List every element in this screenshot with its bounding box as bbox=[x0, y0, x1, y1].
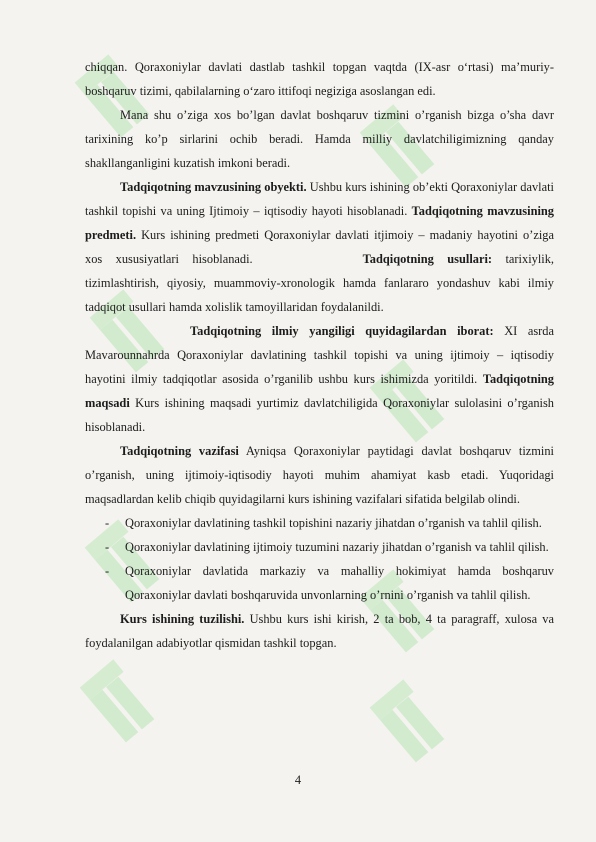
novelty-text: XI asrda Mavarounnahrda Qoraxoniylar davlatining tashkil topishi va uning ijtimoiy – iqtisodiy hayotini ilmiy tadqiqotlar asosida o’rganilib ushbu kurs ishimizda yoritildi. bbox=[85, 324, 555, 386]
methods-text: tarixiylik, tizimlashtirish, qiyosiy, muammoviy-xronologik hamda fanlararo yondashuv kabi ilmiy tadqiqot usullari hamda xolislik tamoyillaridan foydalanildi. bbox=[85, 252, 555, 314]
watermark-mark bbox=[76, 654, 158, 749]
paragraph-structure bbox=[85, 607, 554, 655]
tasks-text: Ayniqsa Qoraxoniylar paytidagi davlat boshqaruv tizmini o’rganish, uning ijtimoiy-iqtisodiy hayoti muhim ahamiyat kasb etadi. Yuqoridagi maqsadlardan kelib chiqib quyidagilarni kurs ishining vazifalari sifatida belgilab olindi. bbox=[85, 444, 554, 506]
list-dash: - bbox=[105, 540, 110, 554]
list-item: - Qoraxoniylar davlatida markaziy va mahalliy hokimiyat hamda boshqaruv Qoraxoniylar davlati boshqaruvida unvonlarning o’rnini o’rganish va tahlil qilish. bbox=[85, 559, 554, 607]
list-item: - Qoraxoniylar davlatining tashkil topishini nazariy jihatdan o’rganish va tahlil qilish. bbox=[85, 511, 554, 535]
body-text bbox=[85, 55, 554, 655]
page-number: 4 bbox=[294, 773, 302, 787]
paragraph-significance: Mana shu o’ziga xos bo’lgan davlat boshqaruv tizmini o’rganish bizga o’sha davr tarixining ko’p sirlarini ochib beradi. Hamda milliy davlatchiligimizning qanday shakllanganligini kuzatish imkoni beradi. bbox=[85, 108, 554, 170]
list-dash: - bbox=[105, 564, 110, 578]
object-text: Ushbu kurs ishining ob’ekti Qoraxoniylar davlati tashkil topishi va uning Ijtimoiy – iqtisodiy hayoti hisoblanadi. bbox=[85, 180, 555, 218]
list-dash: - bbox=[105, 516, 110, 530]
subject-label: Tadqiqotning mavzusining predmeti. bbox=[85, 204, 554, 242]
structure-text: Ushbu kurs ishi kirish, 2 ta bob, 4 ta paragraff, xulosa va foydalanilgan adabiyotlar qismidan tashkil topgan. bbox=[85, 612, 554, 650]
list-item: - Qoraxoniylar davlatining ijtimoiy tuzumini nazariy jihatdan o’rganish va tahlil qilish. bbox=[85, 535, 554, 559]
subject-text: Kurs ishining predmeti Qoraxoniylar davlati itjimoiy – madaniy hayotini o’ziga xos xususiyatlari hisoblanadi. bbox=[85, 228, 554, 266]
paragraph-tasks bbox=[85, 439, 554, 511]
paragraph-intro: chiqqan. Qoraxoniylar davlati dastlab tashkil topgan vaqtda (IX-asr o‘rtasi) ma’muriy-boshqaruv tizimi, qabilalarning o‘zaro ittifoqi negiziga asoslangan edi. bbox=[85, 60, 554, 98]
tasks-list bbox=[85, 511, 554, 607]
goal-label: Tadqiqotning maqsadi bbox=[85, 372, 554, 410]
goal-text: Kurs ishining maqsadi yurtimiz davlatchiligida Qoraxoniylar sulolasini o’rganish hisoblanadi. bbox=[85, 396, 554, 434]
tasks-label: Tadqiqotning vazifasi bbox=[120, 444, 239, 458]
watermark-mark bbox=[366, 674, 448, 769]
paragraph-novelty bbox=[85, 319, 554, 439]
structure-label: Kurs ishining tuzilishi. bbox=[120, 612, 245, 626]
object-label: Tadqiqotning mavzusining obyekti. bbox=[120, 180, 307, 194]
methods-label: Tadqiqotning usullari: bbox=[362, 252, 493, 266]
paragraph-object-subject-methods bbox=[85, 175, 554, 319]
novelty-label: Tadqiqotning ilmiy yangiligi quyidagilardan iborat: bbox=[190, 324, 494, 338]
